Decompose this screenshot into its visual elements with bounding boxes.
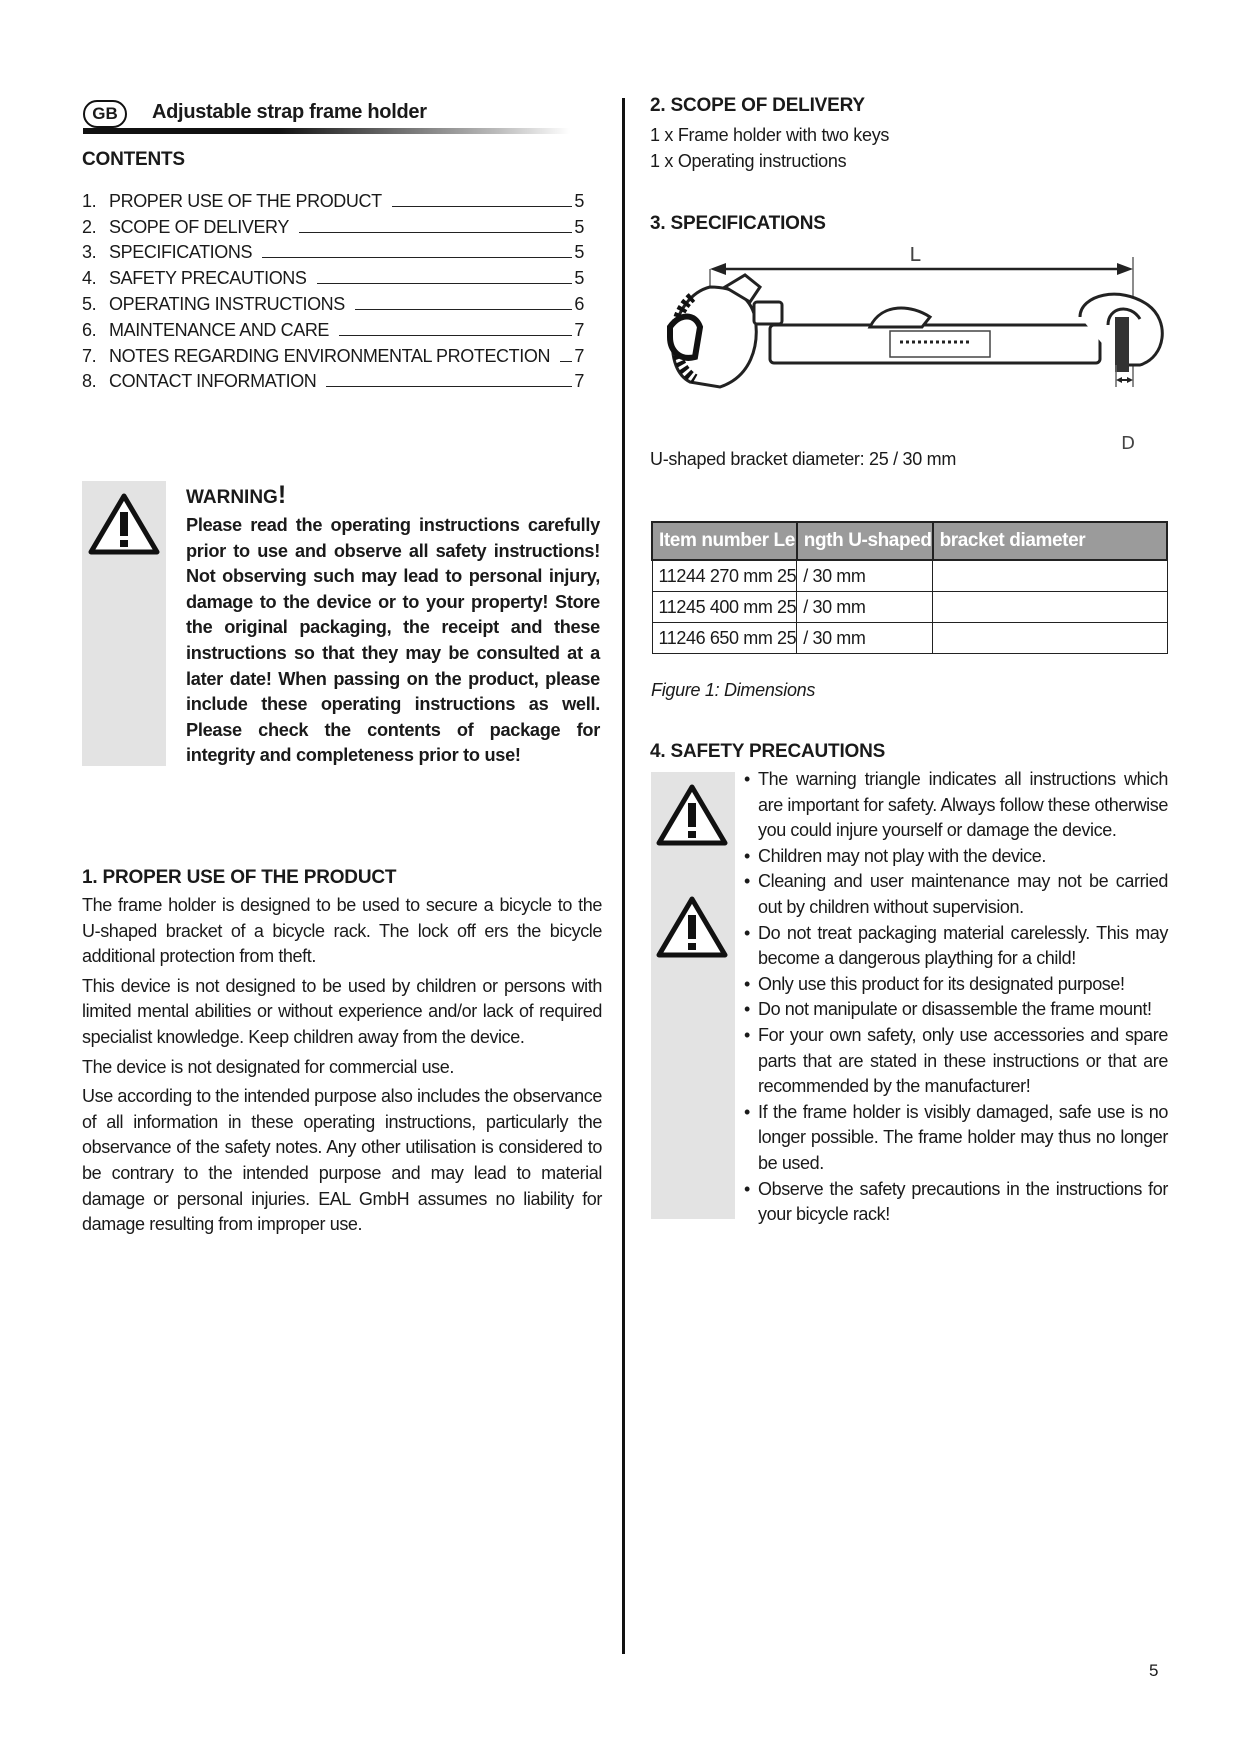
- toc-leader: [317, 283, 573, 284]
- warning-triangle-icon: [656, 783, 728, 852]
- table-row: [652, 592, 1167, 623]
- toc-label: CONTACT INFORMATION: [109, 371, 317, 392]
- toc-num: 2.: [82, 216, 97, 237]
- dimension-label-length: L: [909, 247, 921, 266]
- table-of-contents: [82, 186, 584, 392]
- toc-num: 6.: [82, 319, 97, 340]
- toc-leader: [339, 335, 572, 336]
- contents-heading: CONTENTS: [82, 149, 185, 170]
- toc-label: SCOPE OF DELIVERY: [109, 216, 289, 237]
- specifications-table: [651, 521, 1168, 654]
- figure-caption: Figure 1: Dimensions: [651, 680, 816, 700]
- section2-heading: 2. SCOPE OF DELIVERY: [650, 95, 865, 116]
- warning-triangle-icon: [656, 895, 728, 964]
- toc-page: 5: [574, 242, 584, 263]
- language-badge: GB: [83, 100, 127, 128]
- table-header-cell: Item number Le: [652, 522, 797, 560]
- list-item: • Do not manipulate or disassemble the frame mount!: [744, 997, 1168, 1023]
- section3-heading: 3. SPECIFICATIONS: [650, 213, 826, 234]
- table-header-row: [652, 522, 1167, 560]
- list-item: • Do not treat packaging material carelessly. This may become a dangerous plaything for a child!: [744, 921, 1168, 972]
- table-header-cell: ngth U-shaped: [797, 522, 933, 560]
- toc-item[interactable]: [82, 212, 584, 238]
- toc-label: SPECIFICATIONS: [109, 242, 253, 263]
- list-item: • The warning triangle indicates all instructions which are important for safety. Always follow these otherwise you could injure yourself or damage the device.: [744, 767, 1168, 844]
- dimension-label-diameter: D: [1121, 433, 1135, 454]
- toc-item[interactable]: [82, 315, 584, 341]
- table-cell: 11245 400 mm 25: [652, 592, 797, 623]
- table-header-cell: bracket diameter: [933, 522, 1167, 560]
- section1-heading: 1. PROPER USE OF THE PRODUCT: [82, 867, 397, 888]
- toc-page: 7: [574, 371, 584, 392]
- toc-label: MAINTENANCE AND CARE: [109, 319, 330, 340]
- list-item: 1 x Frame holder with two keys: [650, 125, 890, 145]
- toc-num: 8.: [82, 371, 97, 392]
- toc-label: NOTES REGARDING ENVIRONMENTAL PROTECTION: [109, 345, 551, 366]
- table-cell: / 30 mm: [797, 592, 933, 623]
- toc-leader: [299, 232, 572, 233]
- toc-item[interactable]: [82, 263, 584, 289]
- toc-label: OPERATING INSTRUCTIONS: [109, 293, 345, 314]
- page-number: 5: [1149, 1661, 1159, 1680]
- table-row: [652, 560, 1167, 592]
- title-underline: [83, 128, 570, 134]
- table-cell: [933, 560, 1167, 592]
- list-item: • Observe the safety precautions in the instructions for your bicycle rack!: [744, 1177, 1168, 1228]
- toc-page: 5: [574, 268, 584, 289]
- toc-page: 7: [574, 345, 584, 366]
- toc-leader: [355, 309, 572, 310]
- warning-triangle-icon: [88, 492, 160, 561]
- list-item: • For your own safety, only use accessories and spare parts that are stated in these instructions or that are recommended by the manufacturer!: [744, 1023, 1168, 1100]
- toc-num: 4.: [82, 268, 97, 289]
- table-cell: / 30 mm: [797, 623, 933, 654]
- paragraph: Use according to the intended purpose also includes the observance of all information in these operating instructions, particularly the observance of the safety notes. Any other utilisation is considered to be contrary to the intended purpose and may lead to material damage or personal injuries. EAL GmbH assumes no liability for damage resulting from improper use.: [82, 1086, 602, 1235]
- toc-item[interactable]: [82, 289, 584, 315]
- toc-label: SAFETY PRECAUTIONS: [109, 268, 307, 289]
- list-item: • Only use this product for its designated purpose!: [744, 972, 1168, 998]
- toc-page: 6: [574, 293, 584, 314]
- table-cell: / 30 mm: [797, 560, 933, 592]
- table-row: [652, 623, 1167, 654]
- document-title: Adjustable strap frame holder: [152, 101, 427, 123]
- toc-item[interactable]: [82, 341, 584, 367]
- column-divider: [622, 98, 625, 1654]
- toc-num: 1.: [82, 190, 97, 211]
- toc-page: 5: [574, 216, 584, 237]
- toc-num: 5.: [82, 293, 97, 314]
- paragraph: The device is not designated for commercial use.: [82, 1056, 454, 1077]
- safety-precautions-list: [744, 767, 1168, 1228]
- frame-holder-diagram: [650, 247, 1180, 462]
- table-cell: 11244 270 mm 25: [652, 560, 797, 592]
- section1-body: [82, 893, 602, 1242]
- warning-text: Please read the operating instructions carefully prior to use and observe all safety instructions! Not observing such may lead to personal injury, damage to the device or to your property! Store the original packaging, the receipt and these instructions so that they may be consulted at a later date! When passing on the product, please include these operating instructions as well. Please check the contents of package for integrity and completeness prior to use!: [186, 515, 600, 766]
- toc-page: 7: [574, 319, 584, 340]
- table-cell: [933, 592, 1167, 623]
- paragraph: The frame holder is designed to be used to secure a bicycle to the U-shaped bracket of a bicycle rack. The lock off ers the bicycle additional protection from theft.: [82, 895, 602, 967]
- toc-item[interactable]: [82, 186, 584, 212]
- toc-leader: [326, 386, 572, 387]
- toc-page: 5: [574, 190, 584, 211]
- bracket-diameter-note: U-shaped bracket diameter: 25 / 30 mm: [650, 449, 957, 469]
- list-item: • Cleaning and user maintenance may not be carried out by children without supervision.: [744, 869, 1168, 920]
- toc-item[interactable]: [82, 367, 584, 393]
- toc-label: PROPER USE OF THE PRODUCT: [109, 190, 382, 211]
- warning-heading-text: WARNING: [186, 487, 278, 508]
- toc-num: 7.: [82, 345, 97, 366]
- list-item: 1 x Operating instructions: [650, 150, 847, 171]
- warning-heading: [186, 481, 286, 510]
- list-item: • Children may not play with the device.: [744, 844, 1168, 870]
- toc-item[interactable]: [82, 238, 584, 264]
- paragraph: This device is not designed to be used by children or persons with limited mental abilities or without experience and/or lack of required specialist knowledge. Keep children away from the device.: [82, 975, 602, 1047]
- toc-leader: [560, 361, 572, 362]
- section4-heading: 4. SAFETY PRECAUTIONS: [650, 741, 886, 762]
- toc-num: 3.: [82, 242, 97, 263]
- toc-leader: [262, 257, 572, 258]
- warning-mark: !: [277, 481, 287, 509]
- list-item: • If the frame holder is visibly damaged, safe use is no longer possible. The frame holder may thus no longer be used.: [744, 1100, 1168, 1177]
- toc-leader: [392, 206, 573, 207]
- table-cell: 11246 650 mm 25: [652, 623, 797, 654]
- table-cell: [933, 623, 1167, 654]
- delivery-list: [650, 123, 889, 174]
